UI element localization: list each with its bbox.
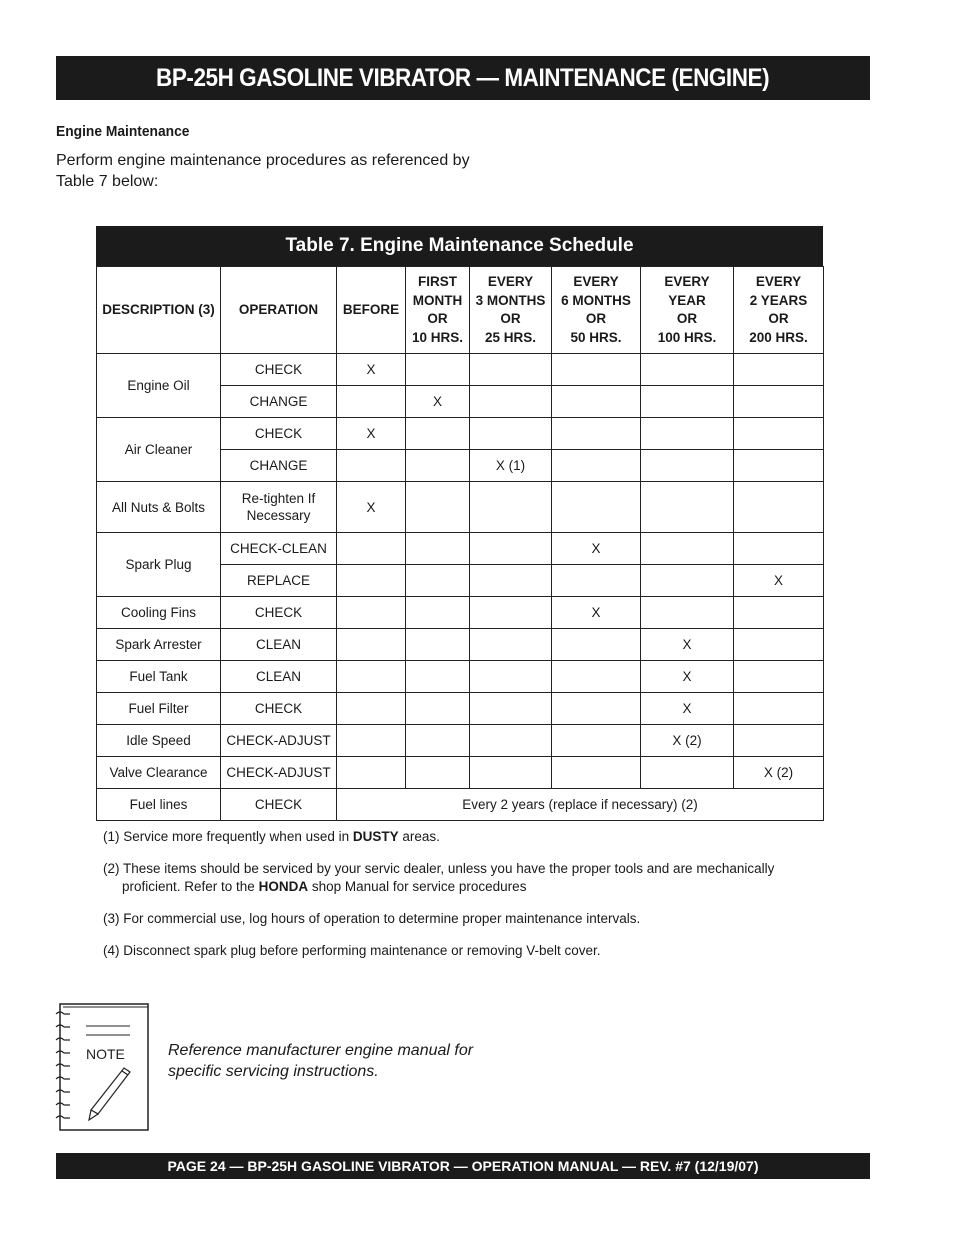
schedule-mark: X (552, 533, 641, 565)
operation-cell: CHECK (221, 693, 337, 725)
row-label-nuts-bolts: All Nuts & Bolts (97, 482, 221, 533)
header-line: 200 HRS. (749, 329, 808, 345)
header-line: 10 HRS. (411, 329, 464, 345)
operation-cell: CHECK-ADJUST (221, 757, 337, 789)
intro-line-2: Table 7 below: (56, 173, 159, 190)
schedule-mark: X (337, 482, 406, 533)
note-label: NOTE (86, 1046, 125, 1062)
row-label-air-cleaner: Air Cleaner (97, 418, 221, 482)
note-line-2: specific servicing instructions. (168, 1063, 379, 1080)
header-line: OR (585, 311, 607, 326)
header-line: 2 YEARS (749, 292, 808, 308)
note-text (168, 1040, 488, 1082)
header-line: 50 HRS. (570, 329, 622, 345)
table-row (97, 597, 824, 629)
schedule-mark: X (641, 693, 734, 725)
operation-cell: CHANGE (221, 450, 337, 482)
intro-text (56, 150, 496, 192)
header-line: EVERY (755, 274, 802, 289)
schedule-mark: X (641, 629, 734, 661)
page-title: BP-25H GASOLINE VIBRATOR — MAINTENANCE (ENGINE) (156, 63, 770, 92)
footnote-continuation (103, 878, 793, 896)
table-row (97, 354, 824, 386)
operation-cell: CLEAN (221, 661, 337, 693)
header-line: OR (768, 311, 789, 326)
operation-cell: CHANGE (221, 386, 337, 418)
operation-cell: CHECK (221, 418, 337, 450)
footnote-4: (4) Disconnect spark plug before performing maintenance or removing V-belt cover. (103, 943, 601, 958)
page-title-bar (56, 56, 870, 100)
row-label-cooling-fins: Cooling Fins (97, 597, 221, 629)
operation-cell: CHECK (221, 354, 337, 386)
schedule-mark: X (2) (734, 757, 824, 789)
footnote-text: shop Manual for service procedures (308, 879, 527, 894)
footnote-2 (103, 860, 793, 896)
header-year (641, 267, 734, 354)
operation-cell: REPLACE (221, 565, 337, 597)
row-label-spark-plug: Spark Plug (97, 533, 221, 597)
table-row (97, 533, 824, 565)
row-label-idle-speed: Idle Speed (97, 725, 221, 757)
header-line: 25 HRS. (484, 329, 537, 345)
operation-line: Re-tighten If (241, 491, 316, 506)
header-line: 6 MONTHS (561, 292, 631, 308)
schedule-mark: X (406, 386, 470, 418)
footnote-1 (103, 828, 793, 846)
header-first-month (406, 267, 470, 354)
table-header-row (97, 267, 824, 354)
operation-cell (221, 482, 337, 533)
schedule-mark: X (641, 661, 734, 693)
row-label-valve-clearance: Valve Clearance (97, 757, 221, 789)
table-row (97, 757, 824, 789)
schedule-mark: X (1) (470, 450, 552, 482)
note-line-1: Reference manufacturer engine manual for (168, 1042, 474, 1059)
table-row (97, 693, 824, 725)
header-six-months (552, 267, 641, 354)
footnote-text: proficient. Refer to the (122, 879, 259, 894)
schedule-mark: X (2) (641, 725, 734, 757)
row-label-engine-oil: Engine Oil (97, 354, 221, 418)
footnote-text: areas. (398, 829, 440, 844)
row-label-spark-arrester: Spark Arrester (97, 629, 221, 661)
section-heading: Engine Maintenance (56, 123, 190, 140)
schedule-mark: X (734, 565, 824, 597)
footnote-emphasis: HONDA (258, 879, 309, 894)
intro-line-1: Perform engine maintenance procedures as referenced by (56, 152, 470, 169)
operation-cell: CLEAN (221, 629, 337, 661)
operation-cell: CHECK (221, 597, 337, 629)
row-label-fuel-lines: Fuel lines (97, 789, 221, 821)
header-line: YEAR (668, 292, 706, 308)
table-row (97, 418, 824, 450)
header-line: EVERY (573, 274, 619, 289)
header-before: BEFORE (337, 267, 406, 354)
schedule-mark: X (552, 597, 641, 629)
table-row (97, 482, 824, 533)
header-description: DESCRIPTION (3) (97, 267, 221, 354)
table-row (97, 629, 824, 661)
row-label-fuel-filter: Fuel Filter (97, 693, 221, 725)
operation-cell: CHECK-CLEAN (221, 533, 337, 565)
row-label-fuel-tank: Fuel Tank (97, 661, 221, 693)
header-line: 3 MONTHS (475, 292, 546, 308)
header-two-years (734, 267, 824, 354)
header-operation: OPERATION (221, 267, 337, 354)
table-row (97, 725, 824, 757)
header-line: MONTH (412, 292, 463, 308)
footnote-text: (1) Service more frequently when used in (103, 829, 353, 844)
footnote-3: (3) For commercial use, log hours of operation to determine proper maintenance intervals. (103, 911, 641, 926)
header-line: FIRST (418, 274, 457, 289)
footnote-text: (2) These items should be serviced by your servic dealer, unless you have the proper tools and are mechanically (103, 861, 775, 876)
table-caption: Table 7. Engine Maintenance Schedule (96, 226, 823, 266)
schedule-mark: X (337, 418, 406, 450)
fuel-lines-schedule: Every 2 years (replace if necessary) (2) (337, 789, 824, 821)
header-line: OR (676, 311, 698, 326)
schedule-mark: X (337, 354, 406, 386)
table-row (97, 661, 824, 693)
footer-text: PAGE 24 — BP-25H GASOLINE VIBRATOR — OPERATION MANUAL — REV. #7 (12/19/07) (167, 1158, 759, 1174)
footnotes (103, 828, 793, 974)
operation-cell: CHECK (221, 789, 337, 821)
header-line: OR (427, 311, 448, 326)
header-line: 100 HRS. (657, 329, 717, 345)
header-line: EVERY (487, 274, 534, 289)
footnote-emphasis: DUSTY (352, 829, 399, 844)
maintenance-table (96, 226, 823, 821)
page-footer (56, 1153, 870, 1179)
note-notepad-icon (54, 1002, 152, 1132)
operation-cell: CHECK-ADJUST (221, 725, 337, 757)
header-line: EVERY (664, 274, 710, 289)
header-line: OR (500, 311, 521, 326)
header-three-months (470, 267, 552, 354)
table-row (97, 789, 824, 821)
operation-line: Necessary (246, 508, 311, 523)
